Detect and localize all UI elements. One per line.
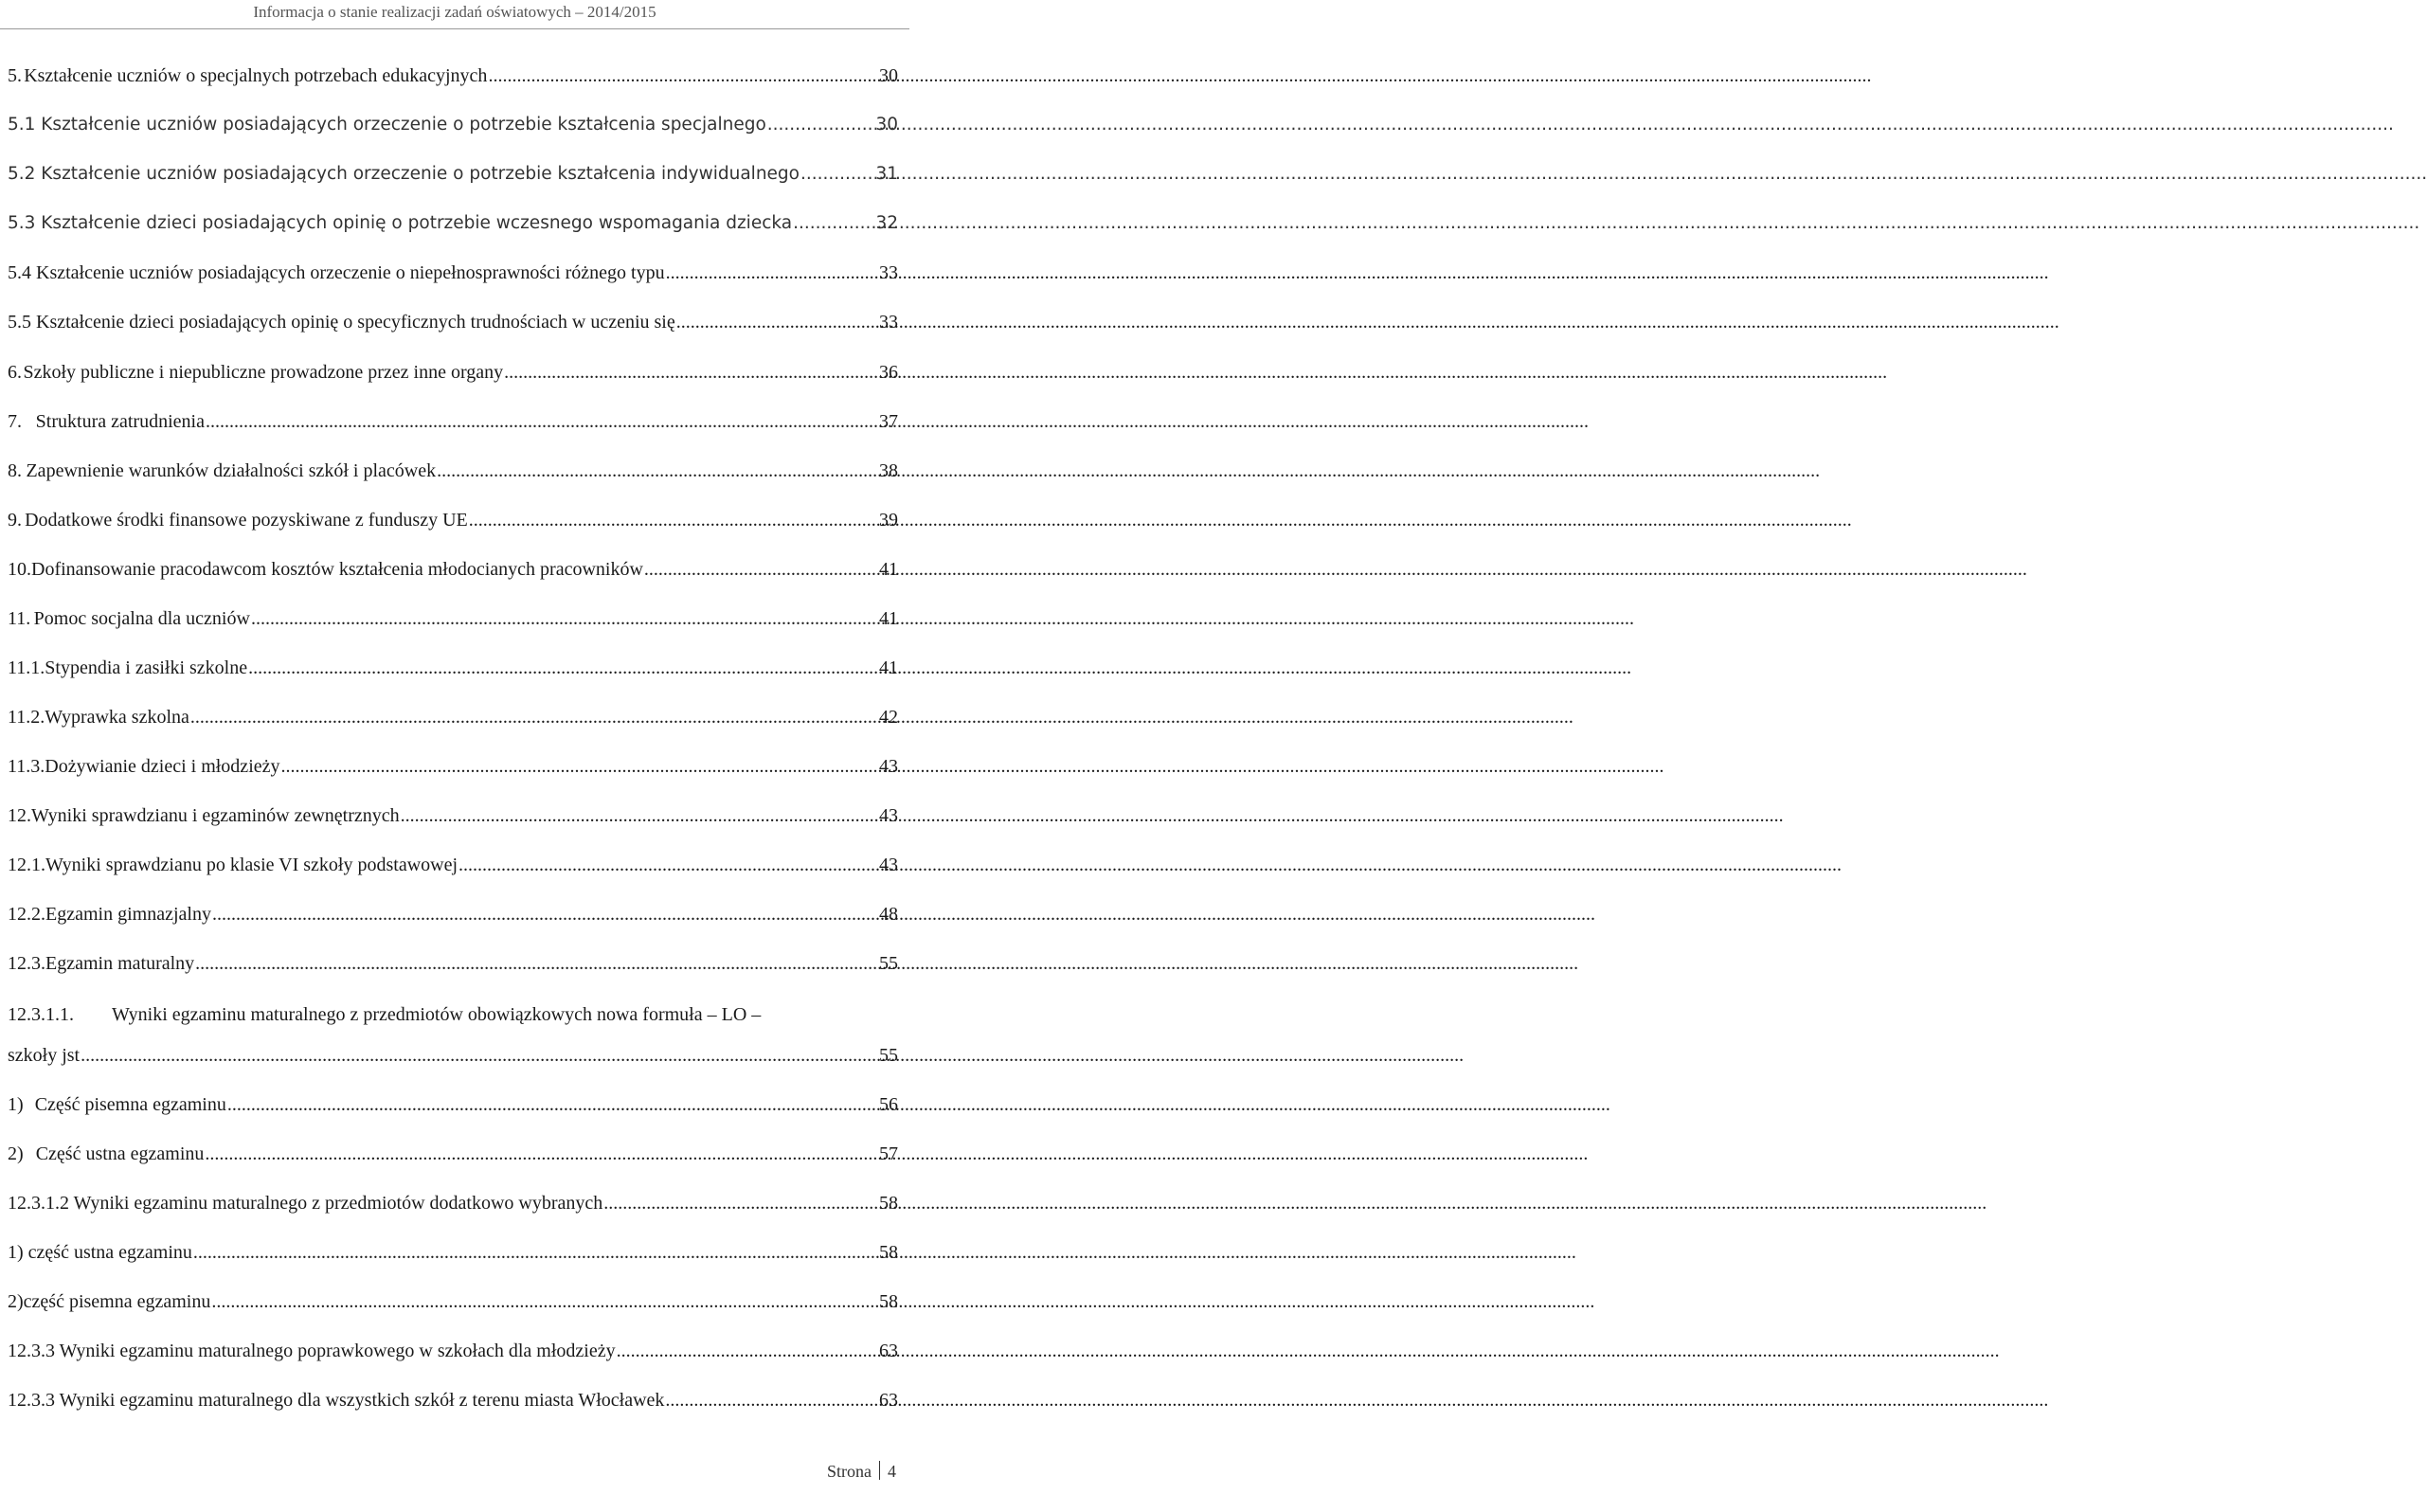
- toc-entry-12-3-1-2[interactable]: [8, 1188, 898, 1222]
- toc-entry-12-3-1-1[interactable]: [8, 999, 898, 1034]
- toc-title: Szkoły publiczne i niepubliczne prowadzone przez inne organy: [23, 362, 504, 383]
- toc-page: 58: [879, 1193, 898, 1214]
- toc-title: 5.3 Kształcenie dzieci posiadających opinię o potrzebie wczesnego wspomagania dziecka: [8, 213, 793, 233]
- toc-number: 12.: [8, 805, 31, 826]
- toc-number: 8.: [8, 460, 22, 481]
- toc-title: Zapewnienie warunków działalności szkół i placówek: [26, 460, 437, 481]
- toc-entry-10[interactable]: [8, 554, 898, 588]
- toc-entry-12-2[interactable]: [8, 899, 898, 933]
- toc-title: Kształcenie uczniów o specjalnych potrzebach edukacyjnych: [24, 65, 488, 86]
- toc-number: 11.: [8, 608, 31, 629]
- toc-title: Stypendia i zasiłki szkolne: [45, 657, 248, 678]
- toc-leader: [227, 1089, 878, 1120]
- toc-leader: [767, 110, 875, 140]
- toc-entry-7[interactable]: [8, 406, 898, 441]
- toc-number: 5.: [8, 65, 22, 86]
- toc-number: 12.1.: [8, 855, 45, 875]
- toc-number: 12.2.: [8, 904, 45, 925]
- toc-entry-5-2[interactable]: [8, 159, 898, 193]
- toc-page: 57: [879, 1143, 898, 1164]
- toc-entry-12-1[interactable]: [8, 850, 898, 884]
- toc-entry-9[interactable]: [8, 505, 898, 539]
- toc-leader: [469, 505, 878, 535]
- toc-number: 1): [8, 1094, 24, 1115]
- toc-leader: [458, 850, 878, 880]
- toc-title: Egzamin gimnazjalny: [45, 904, 211, 925]
- toc-title: 5.2 Kształcenie uczniów posiadających orzeczenie o potrzebie kształcenia indywidualnego: [8, 164, 800, 184]
- toc-page: 41: [879, 608, 898, 629]
- toc-entry-5-5[interactable]: [8, 307, 898, 341]
- toc-title: Wyniki sprawdzianu i egzaminów zewnętrznych: [31, 805, 400, 826]
- toc-page: 43: [879, 756, 898, 777]
- toc-number: 9.: [8, 510, 22, 531]
- toc-page: 32: [875, 213, 898, 233]
- toc-entry-11-2[interactable]: [8, 702, 898, 736]
- toc-page: 41: [879, 559, 898, 580]
- toc-entry-12-3-1-1-cont[interactable]: [8, 1040, 898, 1074]
- toc-number: 2): [8, 1143, 24, 1164]
- toc-leader: [793, 208, 874, 239]
- toc-leader: [488, 61, 878, 91]
- toc-number: 6.: [8, 362, 22, 383]
- toc-leader: [205, 1139, 878, 1169]
- toc-title: Struktura zatrudnienia: [35, 411, 205, 432]
- toc-number: 7.: [8, 411, 22, 432]
- toc-title: 5.1 Kształcenie uczniów posiadających orzeczenie o potrzebie kształcenia specjalnego: [8, 115, 766, 135]
- toc-number: 12.3.1.1.: [8, 1004, 74, 1025]
- footer-label: Strona: [827, 1462, 872, 1481]
- toc-leader: [206, 406, 878, 437]
- toc-title: Dofinansowanie pracodawcom kosztów kształcenia młodocianych pracowników: [31, 559, 643, 580]
- toc-page: 43: [879, 805, 898, 826]
- toc-page: 58: [879, 1242, 898, 1263]
- toc-leader: [603, 1188, 878, 1218]
- toc-page: 33: [879, 312, 898, 333]
- toc-leader: [665, 1385, 878, 1415]
- toc-entry-12-3[interactable]: [8, 948, 898, 982]
- toc-leader: [800, 159, 874, 189]
- toc-leader: [248, 653, 878, 683]
- header-divider: [0, 28, 909, 29]
- toc-page: 38: [879, 460, 898, 481]
- toc-title: Wyprawka szkolna: [45, 707, 189, 728]
- toc-leader: [195, 948, 878, 979]
- toc-title: 12.3.3 Wyniki egzaminu maturalnego poprawkowego w szkołach dla młodzieży: [8, 1341, 616, 1361]
- toc-title: Dożywianie dzieci i młodzieży: [45, 756, 280, 777]
- toc-title: 12.3.1.2 Wyniki egzaminu maturalnego z przedmiotów dodatkowo wybranych: [8, 1193, 603, 1214]
- toc-entry-5-4[interactable]: [8, 258, 898, 292]
- page-number: 4: [888, 1462, 896, 1481]
- toc-entry-part-1[interactable]: [8, 1089, 898, 1124]
- toc-leader: [644, 554, 878, 585]
- toc-page: 37: [879, 411, 898, 432]
- toc-leader: [401, 801, 878, 831]
- toc-page: 48: [879, 904, 898, 925]
- toc-title: Część pisemna egzaminu: [34, 1094, 226, 1115]
- toc-title: szkoły jst: [8, 1045, 81, 1066]
- toc-page: 43: [879, 855, 898, 875]
- toc-title: Egzamin maturalny: [45, 953, 195, 974]
- toc-leader: [666, 258, 878, 288]
- toc-page: 63: [879, 1341, 898, 1361]
- toc-leader: [190, 702, 878, 732]
- toc-title: 1) część ustna egzaminu: [8, 1242, 192, 1263]
- toc-number: 11.2.: [8, 707, 45, 728]
- running-header: Informacja o stanie realizacji zadań oświatowych – 2014/2015: [253, 3, 656, 21]
- toc-title: Wyniki sprawdzianu po klasie VI szkoły podstawowej: [45, 855, 458, 875]
- toc-entry-12[interactable]: [8, 801, 898, 835]
- toc-entry-11-3[interactable]: [8, 751, 898, 785]
- toc-entry-12-3-3-b[interactable]: [8, 1385, 898, 1419]
- toc-entry-5-3[interactable]: [8, 208, 898, 243]
- toc-entry-5-1[interactable]: [8, 110, 898, 144]
- footer-divider: [879, 1461, 880, 1480]
- toc-leader: [504, 357, 878, 387]
- toc-entry-oral[interactable]: [8, 1237, 898, 1271]
- toc-title: 12.3.3 Wyniki egzaminu maturalnego dla wszystkich szkół z terenu miasta Włocławek: [8, 1390, 665, 1411]
- toc-leader: [251, 603, 878, 634]
- toc-page: 63: [879, 1390, 898, 1411]
- toc-number: 10.: [8, 559, 31, 580]
- toc-leader: [281, 751, 879, 782]
- toc-page: 31: [875, 164, 898, 184]
- toc-leader: [212, 899, 878, 929]
- toc-page: 56: [879, 1094, 898, 1115]
- toc-page: 39: [879, 510, 898, 531]
- toc-title: Wyniki egzaminu maturalnego z przedmiotów obowiązkowych nowa formuła – LO –: [112, 1004, 762, 1025]
- toc-leader: [437, 456, 878, 486]
- toc-entry-11[interactable]: [8, 603, 898, 638]
- toc-title: 5.5 Kształcenie dzieci posiadających opinię o specyficznych trudnościach w uczeniu się: [8, 312, 675, 333]
- toc-entry-6[interactable]: [8, 357, 898, 391]
- toc-entry-8[interactable]: [8, 456, 898, 490]
- toc-leader: [617, 1336, 878, 1366]
- toc-entry-12-3-3-a[interactable]: [8, 1336, 898, 1370]
- toc-entry-part-2[interactable]: [8, 1139, 898, 1173]
- toc-entry-5[interactable]: [8, 61, 898, 95]
- toc-page: 36: [879, 362, 898, 383]
- toc-page: 55: [879, 953, 898, 974]
- toc-entry-11-1[interactable]: [8, 653, 898, 687]
- toc-page: 30: [875, 115, 898, 135]
- toc-title: Część ustna egzaminu: [35, 1143, 205, 1164]
- toc-page: 30: [879, 65, 898, 86]
- toc-leader: [81, 1040, 878, 1071]
- toc-number: 11.3.: [8, 756, 45, 777]
- toc-entry-written[interactable]: [8, 1287, 898, 1321]
- toc-page: 42: [879, 707, 898, 728]
- toc-number: 11.1.: [8, 657, 45, 678]
- toc-leader: [676, 307, 878, 337]
- toc-title: Pomoc socjalna dla uczniów: [33, 608, 250, 629]
- toc-page: 41: [879, 657, 898, 678]
- toc-leader: [211, 1287, 878, 1317]
- toc-number: 12.3.: [8, 953, 45, 974]
- toc-page: 58: [879, 1291, 898, 1312]
- toc-page: 55: [879, 1045, 898, 1066]
- toc-leader: [193, 1237, 878, 1268]
- toc-title: 2)część pisemna egzaminu: [8, 1291, 211, 1312]
- toc-title: Dodatkowe środki finansowe pozyskiwane z funduszy UE: [25, 510, 468, 531]
- toc-page: 33: [879, 262, 898, 283]
- page-footer: [827, 1461, 896, 1482]
- toc-title: 5.4 Kształcenie uczniów posiadających orzeczenie o niepełnosprawności różnego typu: [8, 262, 665, 283]
